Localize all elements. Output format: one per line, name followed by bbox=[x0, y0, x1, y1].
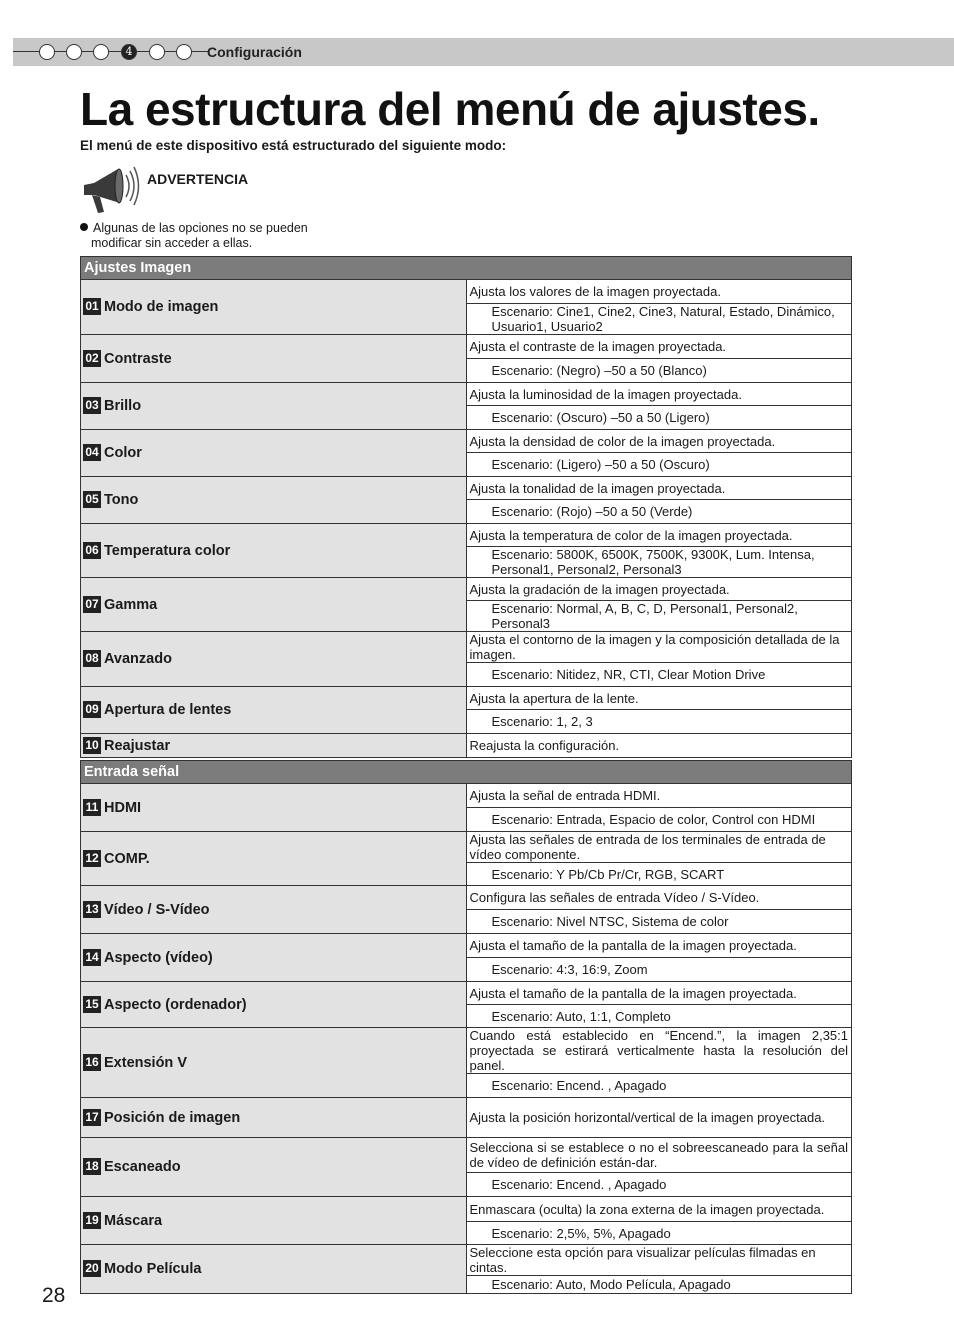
page-title: La estructura del menú de ajustes. bbox=[80, 83, 820, 135]
bullet-icon bbox=[80, 223, 88, 231]
menu-item-name-cell bbox=[81, 335, 467, 383]
item-number-badge: 20 bbox=[83, 1260, 101, 1277]
warning-note-line-1: Algunas de las opciones no se pueden bbox=[93, 221, 308, 235]
menu-item-description: Ajusta la tonalidad de la imagen proyectada. bbox=[466, 477, 852, 500]
menu-item-name-cell bbox=[81, 687, 467, 734]
section-name: Configuración bbox=[207, 44, 302, 60]
item-number-badge: 16 bbox=[83, 1054, 101, 1071]
menu-item-name: COMP. bbox=[104, 850, 150, 867]
menu-item-description: Configura las señales de entrada Vídeo / S-Vídeo. bbox=[466, 886, 852, 910]
menu-item-scenario: Escenario: Normal, A, B, C, D, Personal1, Personal2, Personal3 bbox=[466, 601, 852, 632]
menu-item-description: Seleccione esta opción para visualizar películas filmadas en cintas. bbox=[466, 1245, 852, 1276]
menu-item-name-cell bbox=[81, 1245, 467, 1294]
menu-item-name-cell bbox=[81, 383, 467, 430]
menu-item-name: Gamma bbox=[104, 596, 158, 613]
table-row bbox=[81, 335, 852, 359]
menu-item-name: HDMI bbox=[104, 799, 142, 816]
item-number-badge: 03 bbox=[83, 397, 101, 414]
table-title: Ajustes Imagen bbox=[81, 257, 852, 280]
menu-item-scenario: Escenario: Nitidez, NR, CTI, Clear Motion Drive bbox=[466, 663, 852, 687]
item-number-badge: 09 bbox=[83, 701, 101, 718]
table-row bbox=[81, 687, 852, 710]
menu-item-description: Enmascara (oculta) la zona externa de la imagen proyectada. bbox=[466, 1197, 852, 1222]
menu-item-scenario: Escenario: Encend. , Apagado bbox=[466, 1173, 852, 1197]
menu-item-name-cell bbox=[81, 1098, 467, 1138]
warning-note bbox=[80, 221, 370, 251]
menu-item-scenario: Escenario: (Rojo) –50 a 50 (Verde) bbox=[466, 500, 852, 524]
step-circle-3 bbox=[93, 44, 109, 60]
menu-item-scenario: Escenario: Cine1, Cine2, Cine3, Natural, Estado, Dinámico, Usuario1, Usuario2 bbox=[466, 304, 852, 335]
menu-item-description: Ajusta el contorno de la imagen y la composición detallada de la imagen. bbox=[466, 632, 852, 663]
menu-item-scenario: Escenario: 2,5%, 5%, Apagado bbox=[466, 1222, 852, 1245]
menu-item-description: Reajusta la configuración. bbox=[466, 734, 852, 758]
menu-item-name-cell bbox=[81, 1197, 467, 1245]
warning-label: ADVERTENCIA bbox=[147, 171, 249, 187]
item-number-badge: 11 bbox=[83, 799, 101, 816]
table-title: Entrada señal bbox=[81, 761, 852, 784]
menu-item-description: Ajusta la apertura de la lente. bbox=[466, 687, 852, 710]
menu-item-name: Modo de imagen bbox=[104, 299, 219, 315]
menu-item-name: Aspecto (vídeo) bbox=[104, 949, 213, 966]
menu-item-name-cell bbox=[81, 632, 467, 687]
menu-item-scenario: Escenario: 1, 2, 3 bbox=[466, 710, 852, 734]
menu-item-name: Máscara bbox=[104, 1212, 163, 1229]
menu-item-description: Ajusta la posición horizontal/vertical de la imagen proyectada. bbox=[466, 1098, 852, 1138]
menu-item-description: Selecciona si se establece o no el sobreescaneado para la señal de vídeo de definición están-dar. bbox=[466, 1138, 852, 1173]
menu-item-name: Tono bbox=[104, 492, 139, 508]
menu-item-name-cell bbox=[81, 832, 467, 886]
item-number-badge: 17 bbox=[83, 1109, 101, 1126]
table-row bbox=[81, 934, 852, 958]
table-row bbox=[81, 982, 852, 1005]
menu-item-scenario: Escenario: (Oscuro) –50 a 50 (Ligero) bbox=[466, 406, 852, 430]
menu-item-description: Ajusta los valores de la imagen proyectada. bbox=[466, 280, 852, 304]
menu-item-scenario: Escenario: (Ligero) –50 a 50 (Oscuro) bbox=[466, 453, 852, 477]
menu-item-name-cell bbox=[81, 280, 467, 335]
menu-item-name: Temperatura color bbox=[104, 542, 231, 559]
menu-item-scenario: Escenario: Nivel NTSC, Sistema de color bbox=[466, 910, 852, 934]
menu-item-name: Brillo bbox=[104, 398, 142, 414]
item-number-badge: 05 bbox=[83, 491, 101, 508]
item-number-badge: 01 bbox=[83, 298, 101, 315]
table-row bbox=[81, 383, 852, 406]
table-row bbox=[81, 1245, 852, 1276]
table-row bbox=[81, 632, 852, 663]
table-row bbox=[81, 430, 852, 453]
menu-item-scenario: Escenario: 4:3, 16:9, Zoom bbox=[466, 958, 852, 982]
item-number-badge: 14 bbox=[83, 949, 101, 966]
menu-item-description: Ajusta la luminosidad de la imagen proyectada. bbox=[466, 383, 852, 406]
menu-item-name: Vídeo / S-Vídeo bbox=[104, 901, 210, 918]
item-number-badge: 15 bbox=[83, 996, 101, 1013]
item-number-badge: 12 bbox=[83, 850, 101, 867]
menu-item-scenario: Escenario: 5800K, 6500K, 7500K, 9300K, Lum. Intensa, Personal1, Personal2, Personal3 bbox=[466, 547, 852, 578]
table-row bbox=[81, 578, 852, 601]
menu-item-name-cell bbox=[81, 477, 467, 524]
menu-item-name: Avanzado bbox=[104, 651, 172, 667]
item-number-badge: 04 bbox=[83, 444, 101, 461]
menu-item-name: Aspecto (ordenador) bbox=[104, 996, 247, 1013]
menu-item-name-cell bbox=[81, 784, 467, 832]
table-row bbox=[81, 1028, 852, 1074]
item-number-badge: 02 bbox=[83, 350, 101, 367]
table-row bbox=[81, 1197, 852, 1222]
table-row bbox=[81, 784, 852, 808]
table-row bbox=[81, 1138, 852, 1173]
menu-item-name: Modo Película bbox=[104, 1261, 202, 1277]
menu-item-description: Ajusta el tamaño de la pantalla de la imagen proyectada. bbox=[466, 982, 852, 1005]
warning-note-line-2: modificar sin acceder a ellas. bbox=[91, 236, 253, 250]
step-circle-6 bbox=[176, 44, 192, 60]
table-row bbox=[81, 280, 852, 304]
menu-item-scenario: Escenario: Auto, 1:1, Completo bbox=[466, 1005, 852, 1028]
menu-item-description: Ajusta la densidad de color de la imagen proyectada. bbox=[466, 430, 852, 453]
menu-item-name-cell bbox=[81, 524, 467, 578]
table-row bbox=[81, 832, 852, 863]
step-circle-1 bbox=[39, 44, 55, 60]
item-number-badge: 19 bbox=[83, 1212, 101, 1229]
menu-item-name: Escaneado bbox=[104, 1159, 181, 1175]
menu-item-scenario: Escenario: Encend. , Apagado bbox=[466, 1074, 852, 1098]
menu-item-scenario: Escenario: (Negro) –50 a 50 (Blanco) bbox=[466, 359, 852, 383]
intro-text: El menú de este dispositivo está estructurado del siguiente modo: bbox=[80, 138, 507, 153]
page-number: 28 bbox=[42, 1284, 66, 1307]
menu-item-description: Cuando está establecido en “Encend.”, la imagen 2,35:1 proyectada se estirará verticalmente hasta la resolución del panel. bbox=[466, 1028, 852, 1074]
menu-item-name: Color bbox=[104, 445, 142, 461]
menu-item-name: Extensión V bbox=[104, 1054, 187, 1071]
item-number-badge: 07 bbox=[83, 596, 101, 613]
menu-item-description: Ajusta la temperatura de color de la imagen proyectada. bbox=[466, 524, 852, 547]
step-circle-5 bbox=[149, 44, 165, 60]
section-header-bar bbox=[13, 38, 954, 66]
step-circle-4-active: 4 bbox=[121, 44, 137, 60]
menu-item-name-cell bbox=[81, 1028, 467, 1098]
item-number-badge: 10 bbox=[83, 737, 101, 754]
menu-item-description: Ajusta las señales de entrada de los terminales de entrada de vídeo componente. bbox=[466, 832, 852, 863]
menu-item-description: Ajusta el contraste de la imagen proyectada. bbox=[466, 335, 852, 359]
menu-item-description: Ajusta la señal de entrada HDMI. bbox=[466, 784, 852, 808]
menu-item-name: Reajustar bbox=[104, 737, 171, 754]
megaphone-icon bbox=[80, 163, 142, 217]
table-row bbox=[81, 524, 852, 547]
menu-item-name-cell bbox=[81, 1138, 467, 1197]
menu-item-name-cell bbox=[81, 934, 467, 982]
table-row bbox=[81, 886, 852, 910]
menu-table-entrada-senal bbox=[80, 760, 852, 1294]
menu-item-name-cell bbox=[81, 886, 467, 934]
item-number-badge: 08 bbox=[83, 650, 101, 667]
item-number-badge: 18 bbox=[83, 1158, 101, 1175]
step-circle-2 bbox=[66, 44, 82, 60]
menu-item-scenario: Escenario: Entrada, Espacio de color, Control con HDMI bbox=[466, 808, 852, 832]
menu-item-name-cell bbox=[81, 982, 467, 1028]
menu-item-description: Ajusta la gradación de la imagen proyectada. bbox=[466, 578, 852, 601]
menu-item-scenario: Escenario: Auto, Modo Película, Apagado bbox=[466, 1276, 852, 1294]
menu-item-name: Apertura de lentes bbox=[104, 702, 232, 718]
menu-item-name: Contraste bbox=[104, 350, 172, 367]
menu-item-description: Ajusta el tamaño de la pantalla de la imagen proyectada. bbox=[466, 934, 852, 958]
menu-item-name: Posición de imagen bbox=[104, 1109, 241, 1126]
menu-item-name-cell bbox=[81, 578, 467, 632]
item-number-badge: 13 bbox=[83, 901, 101, 918]
menu-table-ajustes-imagen bbox=[80, 256, 852, 758]
table-row bbox=[81, 1098, 852, 1138]
item-number-badge: 06 bbox=[83, 542, 101, 559]
table-row bbox=[81, 734, 852, 758]
menu-item-name-cell bbox=[81, 734, 467, 758]
menu-item-scenario: Escenario: Y Pb/Cb Pr/Cr, RGB, SCART bbox=[466, 863, 852, 886]
menu-item-name-cell bbox=[81, 430, 467, 477]
table-row bbox=[81, 477, 852, 500]
